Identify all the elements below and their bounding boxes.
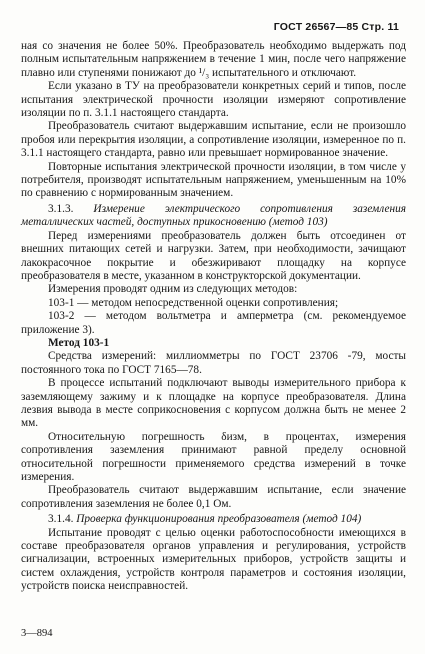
paragraph-repeat-tests: Повторные испытания электрической прочности изоляции, в том числе у потребителя, производят испытательным напряжением, уменьшенным на 10% по сравнению с нормированным значением. [21,160,406,200]
document-body [21,40,406,594]
method-heading-103-1: Метод 103-1 [48,336,110,349]
paragraph-measuring-instruments: Средства измерений: миллиомметры по ГОСТ 23706 -79, мосты постоянного тока по ГОСТ 7165—78. [21,350,406,376]
list-item-method-103-2: 103-2 — методом вольтметра и амперметра (см. рекомендуемое приложение 3). [21,310,406,336]
section-heading-3-1-4 [21,513,406,526]
page-header: ГОСТ 26567—85 Стр. 11 [273,21,399,33]
paragraph-pass-criteria: Преобразователь считают выдержавшим испытание, если не произошло пробоя или перекрытия изоляции, а сопротивление изоляции, измеренное по п. 3.1.1 настоящего стандарта, равно или превышает нормированное значение. [21,120,406,160]
list-item-method-103-1: 103-1 — методом непосредственной оценки сопротивления; [48,296,339,309]
paragraph-grounding-pass-criteria: Преобразователь считают выдержавшим испытание, если значение сопротивления заземления не более 0,1 Ом. [21,484,406,510]
paragraph-test-procedure: В процессе испытаний подключают выводы измерительного прибора к заземляющему зажиму и к площадке на корпусе преобразователя. Длина лезвия вывода в месте соприкосновения с корпусом должна быть не менее 2 мм. [21,377,406,430]
section-title: Измерение электрического сопротивления заземления металлических частей, доступных прикосновению (метод 103) [21,202,406,229]
paragraph-continuation: ная со значения не более 50%. Преобразователь необходимо выдержать под полным испытательным напряжением в течение 1 мин, после чего напряжение плавно или ступенями понижают до ¹/₃ испытательного и отключают. [21,40,406,79]
paragraph-relative-error: Относительную погрешность δизм, в процентах, измерения сопротивления заземления принимают равной пределу основной относительной погрешности применяемого средства измерений в точке измерения. [21,430,406,483]
page-footer-signature: 3—894 [21,628,53,639]
section-number: 3.1.4. [48,513,74,526]
paragraph-functional-test: Испытание проводят с целью оценки работоспособности имеющихся в составе преобразователя органов управления и регулирования, устройств сигнализации, встроенных измерительных приборов, устройств защиты и систем охлаждения, устройств контроля параметров и состояния изоляции, устройств поиска неисправностей. [21,526,406,593]
section-title: Проверка функционирования преобразователя (метод 104) [76,513,362,526]
paragraph-methods-intro: Измерения проводят одним из следующих методов: [48,283,298,296]
paragraph-preparation: Перед измерениями преобразователь должен быть отсоединен от внешних питающих сетей и нагрузки. Затем, при необходимости, зачищают лакокрасочное покрытие и обезжиривают площадку на корпусе преобразователя в месте, указанном в конструкторской документации. [21,229,406,282]
section-number: 3.1.3. [48,202,74,215]
paragraph-insulation-resistance-note: Если указано в ТУ на преобразователи конкретных серий и типов, после испытания электрической прочности изоляции измеряют сопротивление изоляции по п. 3.1.1 настоящего стандарта. [21,80,406,120]
section-heading-3-1-3 [21,203,406,230]
